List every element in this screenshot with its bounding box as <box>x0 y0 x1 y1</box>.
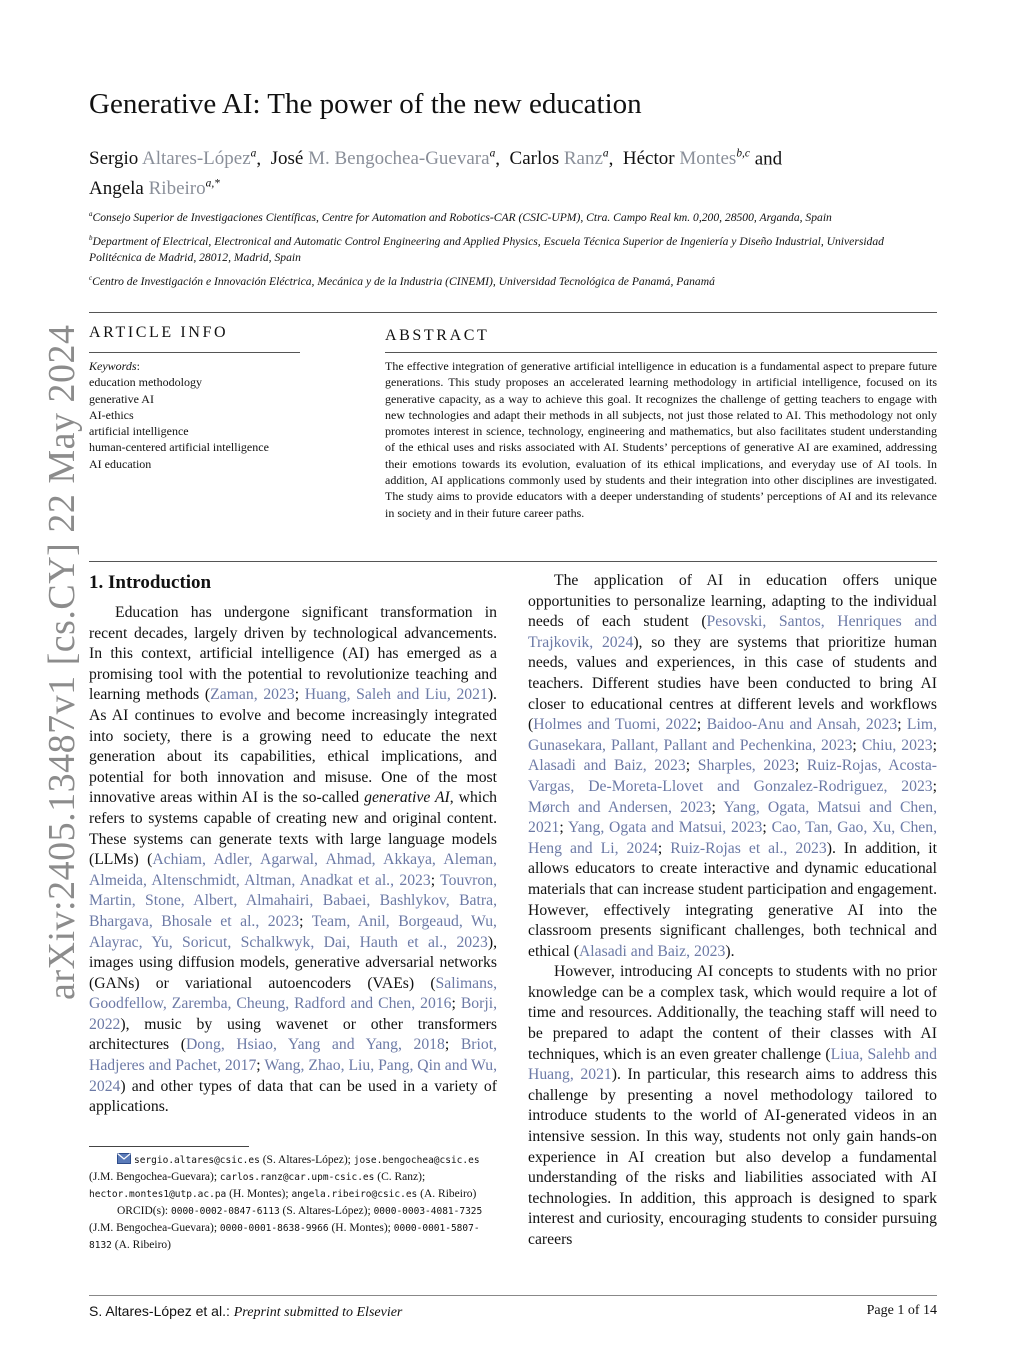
envelope-icon <box>117 1153 131 1169</box>
citation-link[interactable]: Salimans, Goodfellow, Zaremba, Cheung, Radford and Chen, 2016 <box>89 974 497 1013</box>
email-link[interactable]: hector.montes1@utp.ac.pa <box>89 1189 227 1200</box>
right-column <box>528 571 937 1251</box>
email-link[interactable]: carlos.ranz@car.upm-csic.es <box>219 1172 375 1183</box>
divider <box>89 352 300 353</box>
affiliation: $^c$Centro de Investigación e Innovación Eléctrica, Mecánica y de la Industria (CINEMI), Universidad Tecnológica de Panamá, Panamá <box>89 274 715 289</box>
citation-link[interactable]: Zaman, 2023 <box>210 686 295 704</box>
citation-link[interactable]: Briot, Hadjeres and Pachet, 2017 <box>89 1036 498 1075</box>
author: Héctor Montes$^{b,c}$ <box>622 148 750 170</box>
keyword: generative AI <box>89 391 154 406</box>
section-heading: 1. Introduction <box>89 572 212 593</box>
orcid-link[interactable]: 0000-0003-4081-7325 <box>373 1206 483 1217</box>
orcid-link[interactable]: 0000-0001-5807-8132 <box>89 1223 480 1251</box>
author: Carlos Ranz$^a$ <box>509 148 609 170</box>
citation-link[interactable]: Sharples, 2023 <box>697 757 795 775</box>
paragraph: Education has undergone significant transformation in recent decades, largely driven by technological advancements. In this context, artificial intelligence (AI) has emerged as a promising tool with the potential to revolutionize teaching and learning methods (Zaman, 2023; Huang, Saleh and Liu, 2021). As AI continues to evolve and become increasingly integrated into society, there is a growing need to educate the next generation about its capabilities, ethical implications, and potential for both innovation and misuse. One of the most innovative areas within AI is the so-called generative AI, which refers to systems capable of creating new and original content. These systems can generate texts with large language models (LLMs) (Achiam, Adler, Agarwal, Ahmad, Akkaya, Aleman, Almeida, Altenschmidt, Altman, Anadkat et al., 2023; Touvron, Martin, Stone, Albert, Almahairi, Babaei, Bashlykov, Batra, Bhargava, Bhosale et al., 2023; Team, Anil, Borgeaud, Wu, Alayrac, Yu, Soricut, Schalkwyk, Dai, Hauth et al., 2023), images using diffusion models, generative adversarial networks (GANs) or variational autoencoders (VAEs) (Salimans, Goodfellow, Zaremba, Cheung, Radford and Chen, 2016; Borji, 2022), music by using wavenet or other transformers architectures (Dong, Hsiao, Yang and Yang, 2018; Briot, Hadjeres and Pachet, 2017; Wang, Zhao, Liu, Pang, Qin and Wu, 2024) and other types of data that can be used in a variety of applications. <box>89 604 498 1116</box>
footer-rule <box>89 1295 937 1296</box>
keyword: AI-ethics <box>89 407 134 422</box>
citation-link[interactable]: Alasadi and Baiz, 2023 <box>578 942 726 960</box>
divider <box>89 312 937 313</box>
email-link[interactable]: sergio.altares@csic.es <box>134 1155 260 1166</box>
article-info-heading: ARTICLE INFO <box>89 324 229 341</box>
orcid-link[interactable]: 0000-0001-8638-9966 <box>219 1223 329 1234</box>
citation-link[interactable]: Baidoo-Anu and Ansah, 2023 <box>706 716 898 734</box>
footnote-rule <box>89 1146 249 1147</box>
citation-link[interactable]: Lim, Gunasekara, Pallant, Pallant and Pechenkina, 2023 <box>528 716 937 754</box>
citation-link[interactable]: Chiu, 2023 <box>861 736 933 754</box>
citation-link[interactable]: Alasadi and Baiz, 2023 <box>528 757 686 775</box>
affiliations <box>89 207 939 296</box>
citation-link[interactable]: Yang, Ogata and Matsui, 2023 <box>567 819 763 837</box>
keyword: AI education <box>89 456 152 471</box>
citation-link[interactable]: Team, Anil, Borgeaud, Wu, Alayrac, Yu, Soricut, Schalkwyk, Dai, Hauth et al., 2023 <box>89 912 497 951</box>
citation-link[interactable]: Holmes and Tuomi, 2022 <box>533 716 697 734</box>
page-number: Page 1 of 14 <box>866 1303 937 1318</box>
author: Angela Ribeiro$^{a,*}$ <box>89 177 220 199</box>
paragraph: However, introducing AI concepts to students with no prior knowledge can be a complex task, which would require a lot of time and resources. Additionally, the teaching staff will need to be prepared to adapt the content of their classes with AI techniques, which is an even greater challenge (Liua, Salehb and Huang, 2021). In particular, this research aims to address this challenge by presenting a novel methodology tailored to introduce students to the world of AI-generated videos in an intensive session. In this way, students not only gain hands-on experience in AI creation but also develop a fundamental understanding of the risks and liabilities associated with AI technologies. In addition, this approach is designed to spark interest and curiosity, encouraging students to consider pursuing careers <box>528 963 937 1248</box>
divider <box>385 352 937 353</box>
citation-link[interactable]: Ruiz-Rojas et al., 2023 <box>670 839 827 857</box>
author: José M. Bengochea-Guevara$^a$ <box>270 148 496 170</box>
paper-title: Generative AI: The power of the new education <box>89 88 642 120</box>
abstract-heading: ABSTRACT <box>385 327 490 344</box>
citation-link[interactable]: Pesovski, Santos, Henriques and Trajkovik, 2024 <box>528 613 938 651</box>
footnotes <box>89 1152 499 1254</box>
email-link[interactable]: angela.ribeiro@csic.es <box>291 1189 418 1200</box>
citation-link[interactable]: Yang, Ogata, Matsui and Chen, 2021 <box>528 798 937 837</box>
email-footnote: sergio.altares@csic.es (S. Altares-López); jose.bengochea@csic.es (J.M. Bengochea-Guevara); carlos.ranz@car.upm-csic.es (C. Ranz); hector.montes1@utp.ac.pa (H. Montes); angela.ribeiro@csic.es (A. Ribeiro) <box>89 1154 480 1200</box>
author: Sergio Altares-López$^a$ <box>89 148 257 170</box>
footer-citation: S. Altares-López et al.: Preprint submitted to Elsevier <box>89 1303 403 1320</box>
paragraph: The application of AI in education offers unique opportunities to personalize learning, adapting to the individual needs of each student (Pesovski, Santos, Henriques and Trajkovik, 2024), so they are systems that prioritize human needs, values and experiences, in this case of students and teachers. Different studies have been conducted to bring AI closer to educational centres at different levels and workflows (Holmes and Tuomi, 2022; Baidoo-Anu and Ansah, 2023; Lim, Gunasekara, Pallant, Pallant and Pechenkina, 2023; Chiu, 2023; Alasadi and Baiz, 2023; Sharples, 2023; Ruiz-Rojas, Acosta-Vargas, De-Moreta-Llovet and Gonzalez-Rodriguez, 2023; Mørch and Andersen, 2023; Yang, Ogata, Matsui and Chen, 2021; Yang, Ogata and Matsui, 2023; Cao, Tan, Gao, Xu, Chen, Heng and Li, 2024; Ruiz-Rojas et al., 2023). In addition, it allows educators to create interactive and dynamic educational materials that can increase student participation and engagement. However, effectively integrating generative AI into the classroom presents significant challenges, both technical and ethical (Alasadi and Baiz, 2023). <box>528 572 938 960</box>
orcid-link[interactable]: 0000-0002-0847-6113 <box>171 1206 280 1217</box>
citation-link[interactable]: Cao, Tan, Gao, Xu, Chen, Heng and Li, 2024 <box>528 819 938 857</box>
divider <box>89 561 937 562</box>
citation-link[interactable]: Borji, 2022 <box>89 995 497 1033</box>
author-list: Sergio Altares-López$^a$, José M. Bengochea-Guevara$^a$, Carlos Ranz$^a$, Héctor Montes$^{b,c}$ and Angela Ribeiro$^{a,*}$ <box>89 148 783 199</box>
keyword: human-centered artificial intelligence <box>89 440 269 455</box>
keywords-block: Keywords: education methodology generative AI AI-ethics artificial intelligence human-centered artificial intelligence AI education <box>89 358 299 472</box>
citation-link[interactable]: Wang, Zhao, Liu, Pang, Qin and Wu, 2024 <box>89 1057 498 1095</box>
email-link[interactable]: jose.bengochea@csic.es <box>353 1155 480 1166</box>
citation-link[interactable]: Dong, Hsiao, Yang and Yang, 2018 <box>185 1036 445 1054</box>
affiliation: $^b$Department of Electrical, Electronical and Automatic Control Engineering and Applied Physics, Escuela Técnica Superior de Ingeniería y Diseño Industrial, Universidad Politécnica de Madrid, 28012, Madrid, Spain <box>89 234 884 264</box>
left-column <box>89 603 497 1118</box>
citation-link[interactable]: Mørch and Andersen, 2023 <box>528 798 712 816</box>
citation-link[interactable]: Touvron, Martin, Stone, Albert, Almahairi, Babaei, Bashlykov, Batra, Bhargava, Bhosale et al., 2023 <box>89 871 497 930</box>
abstract-text: The effective integration of generative artificial intelligence in education is a fundamental aspect to prepare future generations. This study proposes an accelerated learning methodology in artificial intelligence, focused on its generative capacity, as a way to achieve this goal. It recognizes the challenge of getting teachers to engage with new technologies and adapt their methods in all subjects, not just those related to AI. This methodology not only promotes interest in science, technology, engineering and mathematics, but also facilitates student understanding of the ethical uses and risks associated with AI. Students’ perceptions of generative AI are examined, addressing their emotions towards its evolution, evaluation of its ethical implications, and everyday use of AI tools. In addition, AI applications commonly used by students and their integration into other disciplines are investigated. The study aims to provide educators with a deeper understanding of students’ perceptions of AI and its relevance in society and in their future career paths. <box>385 359 937 520</box>
affiliation: $^a$Consejo Superior de Investigaciones Científicas, Centre for Automation and Robotics-CAR (CSIC-UPM), Ctra. Campo Real km. 0,200, 28500, Arganda, Spain <box>89 210 832 224</box>
keyword: artificial intelligence <box>89 424 189 439</box>
keyword: education methodology <box>89 375 202 390</box>
citation-link[interactable]: Ruiz-Rojas, Acosta-Vargas, De-Moreta-Llovet and Gonzalez-Rodriguez, 2023 <box>528 757 938 795</box>
orcid-footnote: ORCID(s): 0000-0002-0847-6113 (S. Altares-López); 0000-0003-4081-7325 (J.M. Bengochea-Guevara); 0000-0001-8638-9966 (H. Montes); 0000-0001-5807-8132 (A. Ribeiro) <box>89 1205 483 1251</box>
citation-link[interactable]: Achiam, Adler, Agarwal, Ahmad, Akkaya, Aleman, Almeida, Altenschmidt, Altman, Anadkat et al., 2023 <box>89 851 497 889</box>
citation-link[interactable]: Liua, Salehb and Huang, 2021 <box>528 1045 937 1084</box>
arxiv-stamp: arXiv:2405.13487v1 [cs.CY] 22 May 2024 <box>41 324 83 1000</box>
citation-link[interactable]: Huang, Saleh and Liu, 2021 <box>304 686 488 704</box>
